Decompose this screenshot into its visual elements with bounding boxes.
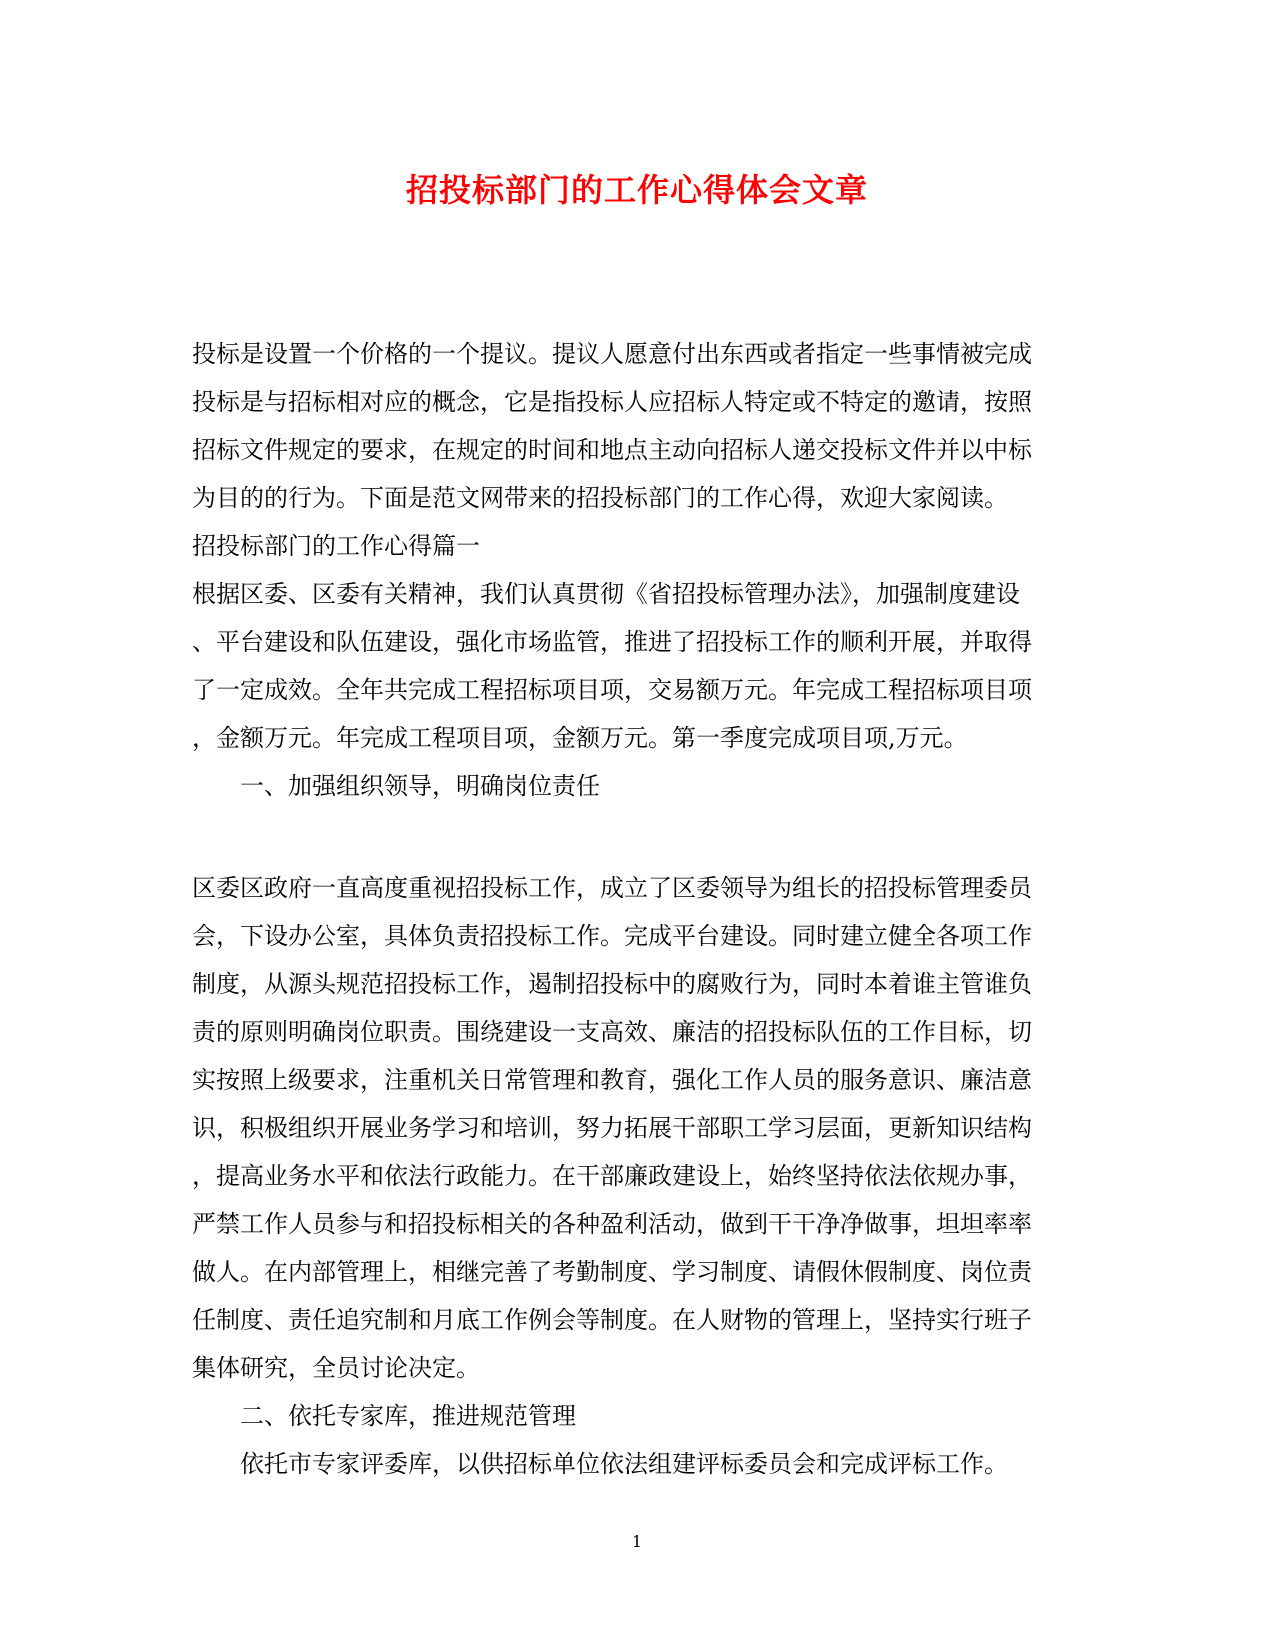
- paragraph-line: 根据区委、区委有关精神，我们认真贯彻《省招投标管理办法》，加强制度建设: [192, 580, 1020, 608]
- paragraph-line: 识，积极组织开展业务学习和培训，努力拓展干部职工学习层面，更新知识结构: [192, 1114, 1032, 1142]
- paragraph-line: 招标文件规定的要求，在规定的时间和地点主动向招标人递交投标文件并以中标: [192, 436, 1032, 464]
- paragraph-line: 区委区政府一直高度重视招投标工作，成立了区委领导为组长的招投标管理委员: [192, 874, 1032, 902]
- paragraph-line: 投标是与招标相对应的概念，它是指投标人应招标人特定或不特定的邀请，按照: [192, 388, 1032, 416]
- paragraph-line: 了一定成效。全年共完成工程招标项目项，交易额万元。年完成工程招标项目项: [192, 676, 1032, 704]
- paragraph-line: 做人。在内部管理上，相继完善了考勤制度、学习制度、请假休假制度、岗位责: [192, 1258, 1032, 1286]
- paragraph-line: 实按照上级要求，注重机关日常管理和教育，强化工作人员的服务意识、廉洁意: [192, 1066, 1032, 1094]
- paragraph-line: 会，下设办公室，具体负责招投标工作。完成平台建设。同时建立健全各项工作: [192, 922, 1032, 950]
- subsection-heading: 二、依托专家库，推进规范管理: [240, 1402, 576, 1430]
- page-number: 1: [631, 1532, 643, 1551]
- blank-line: [192, 810, 1072, 864]
- paragraph-line: 、平台建设和队伍建设，强化市场监管，推进了招投标工作的顺利开展，并取得: [192, 628, 1032, 656]
- paragraph-line: 投标是设置一个价格的一个提议。提议人愿意付出东西或者指定一些事情被完成: [192, 340, 1032, 368]
- paragraph-line: 集体研究，全员讨论决定。: [192, 1354, 480, 1382]
- subsection-heading: 一、加强组织领导，明确岗位责任: [240, 772, 600, 800]
- paragraph-line: ，提高业务水平和依法行政能力。在干部廉政建设上，始终坚持依法依规办事，: [192, 1162, 1032, 1190]
- paragraph-line: ，金额万元。年完成工程项目项，金额万元。第一季度完成项目项,万元。: [192, 724, 968, 752]
- paragraph-line: 依托市专家评委库，以供招标单位依法组建评标委员会和完成评标工作。: [240, 1450, 1008, 1478]
- document-title: 招投标部门的工作心得体会文章: [405, 171, 868, 209]
- paragraph-line: 为目的的行为。下面是范文网带来的招投标部门的工作心得，欢迎大家阅读。: [192, 484, 1008, 512]
- paragraph-line: 责的原则明确岗位职责。围绕建设一支高效、廉洁的招投标队伍的工作目标，切: [192, 1018, 1032, 1046]
- paragraph-line: 制度，从源头规范招投标工作，遏制招投标中的腐败行为，同时本着谁主管谁负: [192, 970, 1032, 998]
- document-body: [192, 330, 1072, 1488]
- section-heading: 招投标部门的工作心得篇一: [192, 532, 480, 560]
- paragraph-line: 任制度、责任追究制和月底工作例会等制度。在人财物的管理上，坚持实行班子: [192, 1306, 1032, 1334]
- paragraph-line: 严禁工作人员参与和招投标相关的各种盈利活动，做到干干净净做事，坦坦率率: [192, 1210, 1032, 1238]
